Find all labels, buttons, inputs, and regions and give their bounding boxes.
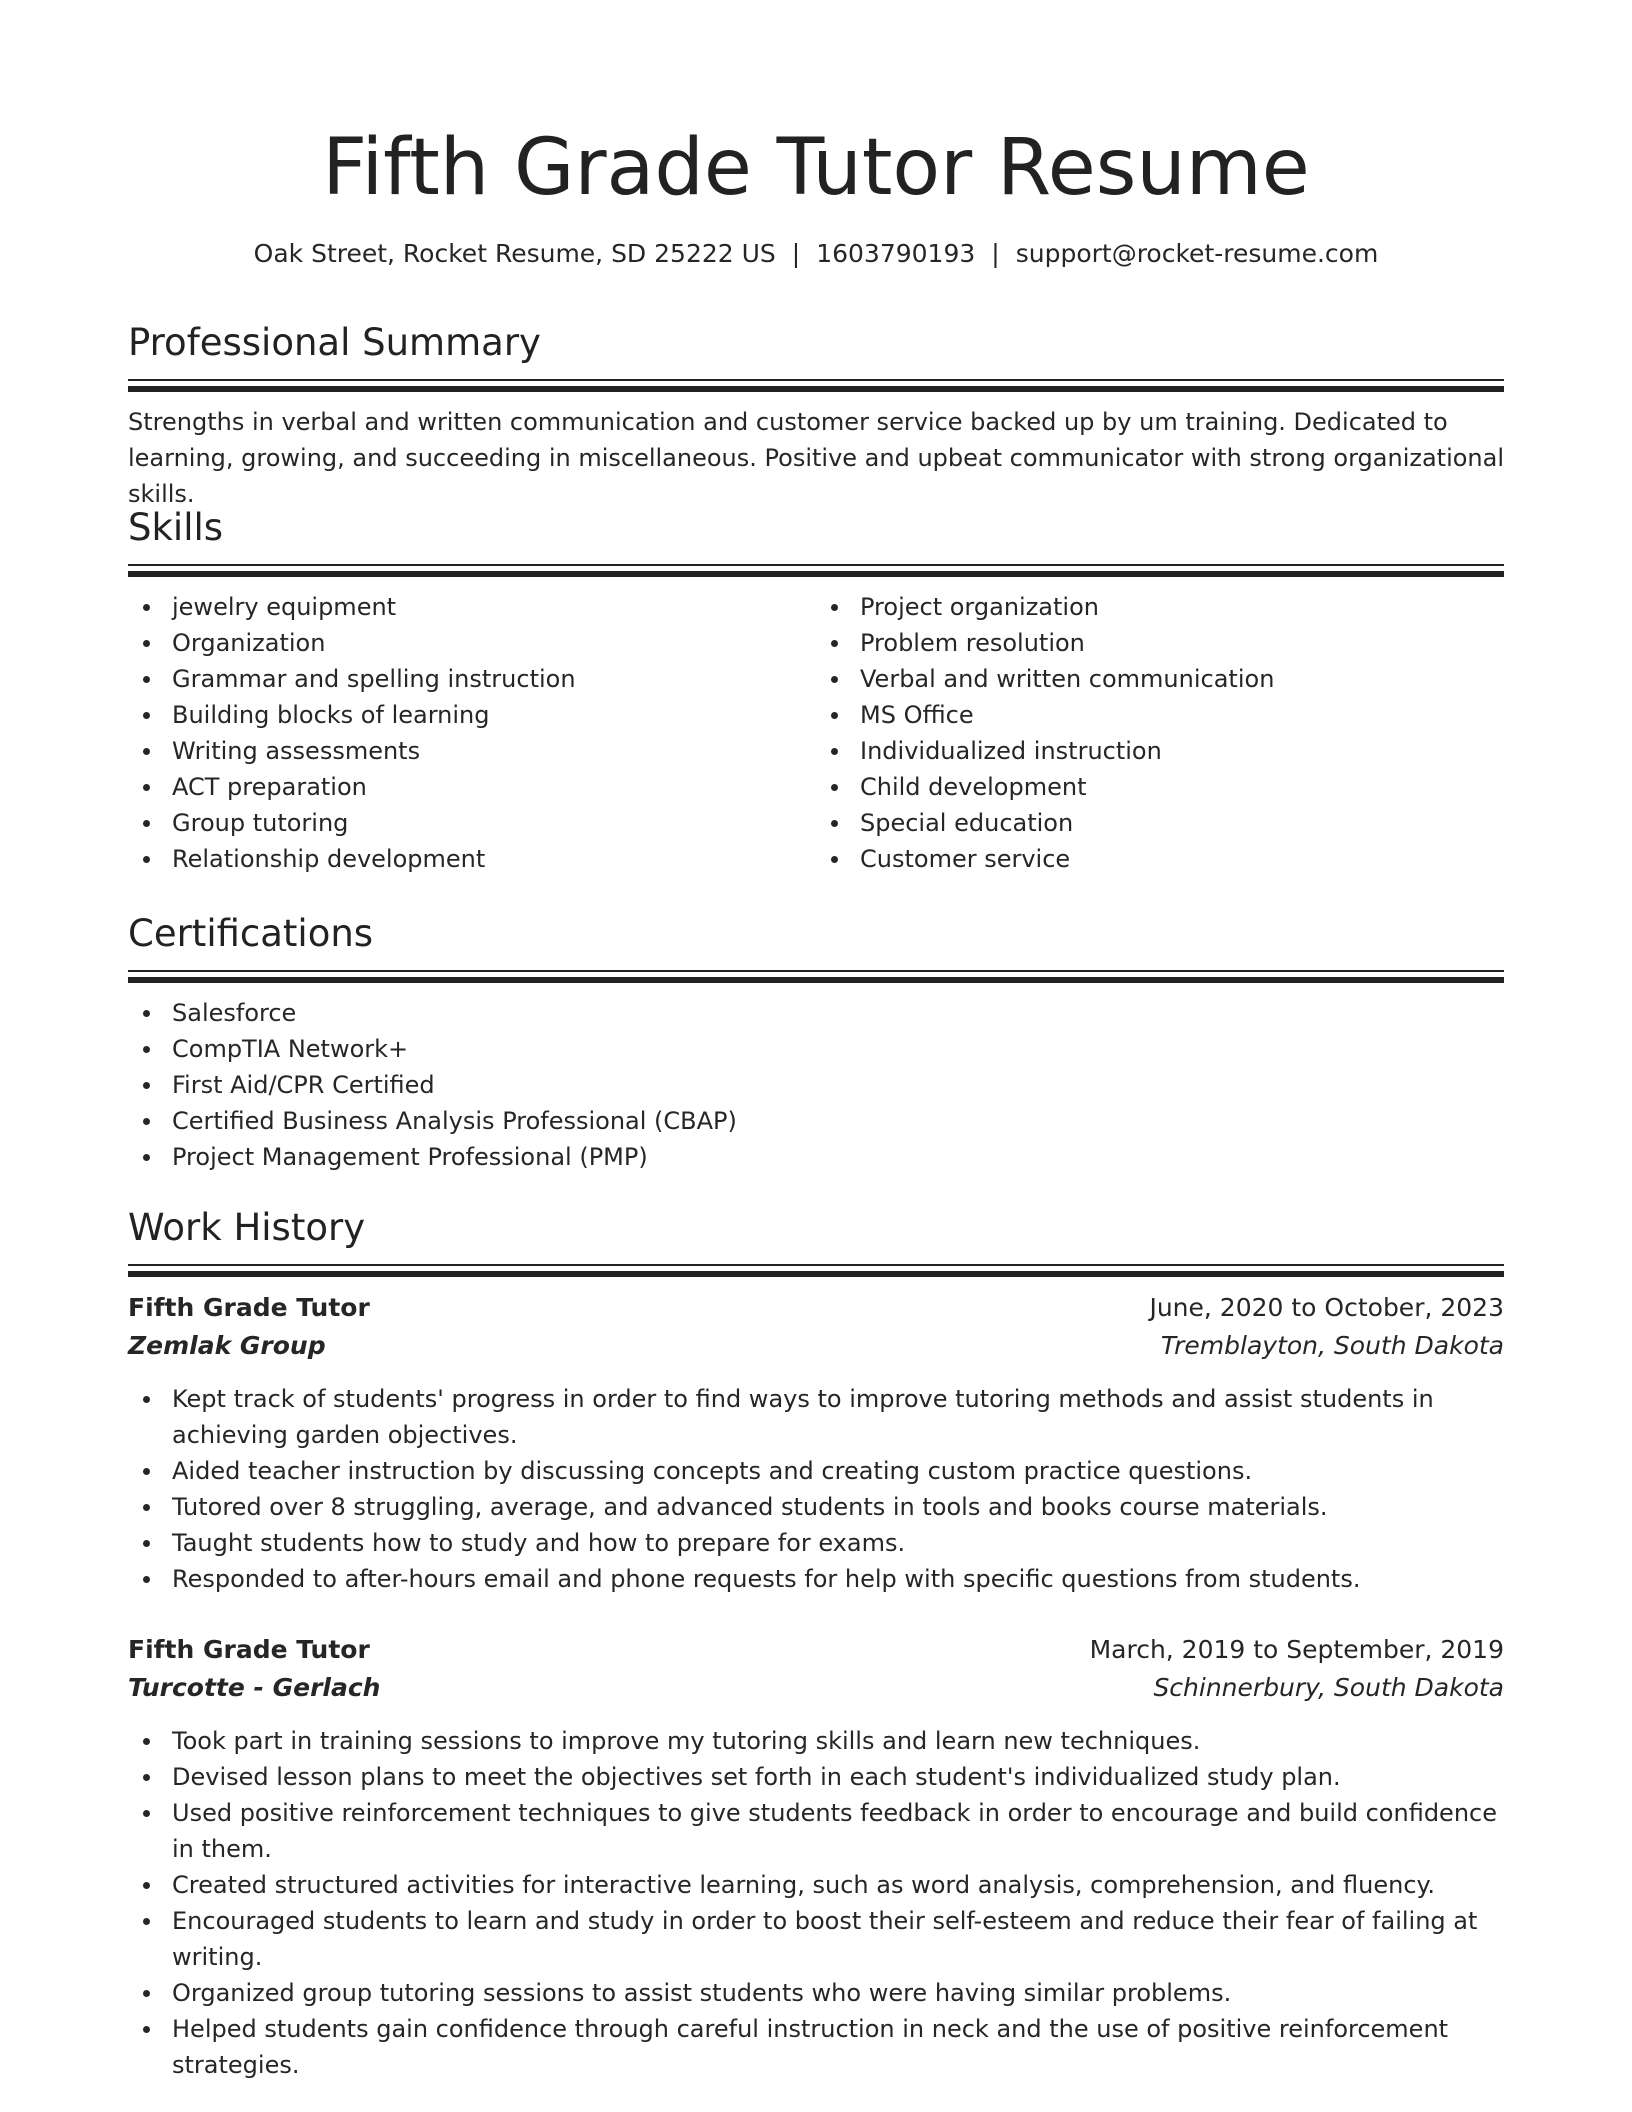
certification-item: Certified Business Analysis Professional (CBAP)	[172, 1103, 1504, 1139]
section-divider	[128, 564, 1504, 578]
certifications-list	[128, 995, 1504, 1175]
skills-left-column	[128, 589, 816, 877]
skill-item: Project organization	[860, 589, 1504, 625]
summary-heading: Professional Summary	[128, 321, 541, 364]
section-divider	[128, 379, 1504, 393]
skills-right-column	[816, 589, 1504, 877]
job-header-row	[128, 1289, 1504, 1327]
certification-item: First Aid/CPR Certified	[172, 1067, 1504, 1103]
skill-item: Grammar and spelling instruction	[172, 661, 816, 697]
contact-line	[128, 236, 1504, 272]
job-bullet: Created structured activities for interactive learning, such as word analysis, comprehension, and fluency.	[172, 1867, 1504, 1903]
skill-item: jewelry equipment	[172, 589, 816, 625]
certifications-heading: Certifications	[128, 912, 374, 955]
skill-item: Special education	[860, 805, 1504, 841]
skill-item: Group tutoring	[172, 805, 816, 841]
skill-item: Customer service	[860, 841, 1504, 877]
job-header-row	[128, 1631, 1504, 1669]
job-bullets	[128, 1381, 1504, 1597]
skill-item: Verbal and written communication	[860, 661, 1504, 697]
job-dates: June, 2020 to October, 2023	[1149, 1293, 1504, 1322]
skill-item: Organization	[172, 625, 816, 661]
job-bullet: Aided teacher instruction by discussing concepts and creating custom practice questions.	[172, 1453, 1504, 1489]
job-bullet: Used positive reinforcement techniques to give students feedback in order to encourage and build confidence in them.	[172, 1795, 1504, 1867]
job-bullet: Kept track of students' progress in order to find ways to improve tutoring methods and assist students in achieving garden objectives.	[172, 1381, 1504, 1453]
job-bullet: Organized group tutoring sessions to assist students who were having similar problems.	[172, 1975, 1504, 2011]
job-bullet: Taught students how to study and how to prepare for exams.	[172, 1525, 1504, 1561]
skill-item: ACT preparation	[172, 769, 816, 805]
skills-right-list	[816, 589, 1504, 877]
job-bullets	[128, 1723, 1504, 2083]
job-company: Turcotte - Gerlach	[128, 1673, 381, 1702]
job-bullet: Tutored over 8 struggling, average, and advanced students in tools and books course materials.	[172, 1489, 1504, 1525]
job-title: Fifth Grade Tutor	[128, 1635, 370, 1664]
certifications-section	[128, 909, 1504, 1175]
skills-heading: Skills	[128, 506, 224, 549]
certification-item: CompTIA Network+	[172, 1031, 1504, 1067]
job-bullet: Took part in training sessions to improve my tutoring skills and learn new techniques.	[172, 1723, 1504, 1759]
certification-item: Project Management Professional (PMP)	[172, 1139, 1504, 1175]
skill-item: Problem resolution	[860, 625, 1504, 661]
skill-item: Relationship development	[172, 841, 816, 877]
job-company-row	[128, 1327, 1504, 1365]
contact-phone: 1603790193	[816, 239, 976, 268]
skill-item: Writing assessments	[172, 733, 816, 769]
skills-section	[128, 503, 1504, 877]
skill-item: Building blocks of learning	[172, 697, 816, 733]
job-bullet: Helped students gain confidence through careful instruction in neck and the use of positive reinforcement strategies.	[172, 2011, 1504, 2083]
contact-email[interactable]: support@rocket-resume.com	[1015, 239, 1379, 268]
job-entry	[128, 1289, 1504, 1597]
section-divider	[128, 1264, 1504, 1278]
contact-address: Oak Street, Rocket Resume, SD 25222 US	[253, 239, 776, 268]
resume-title: Fifth Grade Tutor Resume	[322, 123, 1310, 213]
job-company: Zemlak Group	[128, 1331, 326, 1360]
section-divider	[128, 970, 1504, 984]
job-location: Tremblayton, South Dakota	[1160, 1331, 1504, 1360]
job-dates: March, 2019 to September, 2019	[1089, 1635, 1504, 1664]
skills-columns	[128, 589, 1504, 877]
skill-item: MS Office	[860, 697, 1504, 733]
skill-item: Child development	[860, 769, 1504, 805]
job-bullet: Responded to after-hours email and phone requests for help with specific questions from students.	[172, 1561, 1504, 1597]
job-company-row	[128, 1669, 1504, 1707]
job-bullet: Encouraged students to learn and study in order to boost their self-esteem and reduce their fear of failing at writing.	[172, 1903, 1504, 1975]
skill-item: Individualized instruction	[860, 733, 1504, 769]
skills-left-list	[128, 589, 816, 877]
summary-text: Strengths in verbal and written communication and customer service backed up by um training. Dedicated to learning, growing, and succeeding in miscellaneous. Positive and upbeat communicator with strong organizational skills.	[128, 408, 1505, 508]
summary-section	[128, 318, 1504, 512]
job-bullet: Devised lesson plans to meet the objectives set forth in each student's individualized study plan.	[172, 1759, 1504, 1795]
job-entry	[128, 1631, 1504, 2083]
certification-item: Salesforce	[172, 995, 1504, 1031]
work-history-heading: Work History	[128, 1206, 366, 1249]
job-location: Schinnerbury, South Dakota	[1153, 1673, 1504, 1702]
contact-separator: |	[991, 239, 1000, 268]
contact-separator: |	[791, 239, 801, 268]
job-title: Fifth Grade Tutor	[128, 1293, 370, 1322]
work-history-section	[128, 1203, 1504, 2083]
